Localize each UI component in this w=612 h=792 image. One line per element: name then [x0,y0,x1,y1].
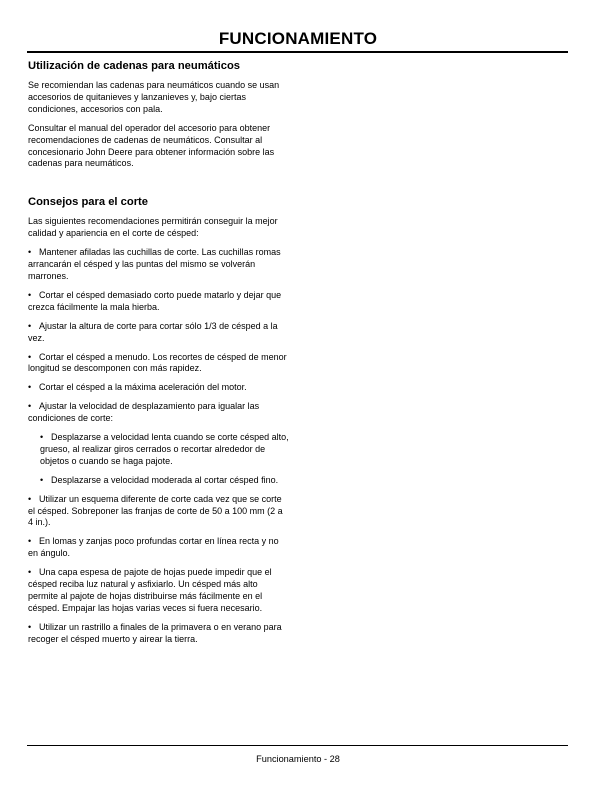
list-item [40,475,290,487]
tips-list [28,247,290,425]
paragraph: Se recomiendan las cadenas para neumáticos cuando se usan accesorios de quitanieves y lanzanieves y, bajo ciertas condiciones, accesorios con pala. [28,80,280,114]
content-column [28,60,290,653]
section-mowing-tips [28,196,290,645]
list-item-text: Desplazarse a velocidad moderada al cortar césped fino. [51,474,279,485]
list-item [28,567,290,615]
section-title: Consejos para el corte [28,196,148,209]
bullet-icon: • [40,432,44,443]
list-item [28,536,290,560]
bullet-icon: • [28,351,32,362]
bullet-icon: • [28,536,32,547]
list-item-text: Una capa espesa de pajote de hojas puede impedir que el césped reciba luz natural y asfixiarlo. Un césped más alto permite al pajote de hojas distribuirse más fácilmente en el césped. Empajar las hojas varias veces si fuera necesario. [28,567,272,613]
list-item-text: En lomas y zanjas poco profundas cortar en línea recta y no en ángulo. [28,536,279,559]
bullet-icon: • [28,289,32,300]
header-rule [27,51,568,53]
section-title: Utilización de cadenas para neumáticos [28,60,241,72]
list-item [28,352,290,376]
list-item-text: Utilizar un esquema diferente de corte cada vez que se corte el césped. Sobreponer las franjas de corte de 50 a 100 mm (2 a 4 in.). [28,493,283,528]
intro-paragraph: Las siguientes recomendaciones permitirán conseguir la mejor calidad y apariencia en el corte de césped: [28,216,278,239]
page-footer: Funcionamiento - 28 [256,754,340,764]
bullet-icon: • [28,247,32,258]
bullet-icon: • [28,382,32,393]
bullet-icon: • [28,493,32,504]
list-item-text: Utilizar un rastrillo a finales de la primavera o en verano para recoger el césped muerto y airear la tierra. [28,621,282,644]
list-item [28,401,290,425]
list-item-text: Cortar el césped a la máxima aceleración del motor. [39,382,247,393]
list-item [40,432,290,468]
bullet-icon: • [28,621,32,632]
list-item-text: Ajustar la altura de corte para cortar sólo 1/3 de césped a la vez. [28,320,278,343]
footer-rule [27,745,568,746]
bullet-icon: • [28,401,32,412]
list-item-text: Cortar el césped demasiado corto puede matarlo y dejar que crezca fácilmente la mala hierba. [28,289,282,312]
paragraph: Consultar el manual del operador del accesorio para obtener recomendaciones de cadenas de neumáticos. Consultar al concesionario John Deere para obtener información sobre las cadenas para neumáticos. [28,122,275,169]
list-item [28,622,290,646]
bullet-icon: • [40,474,44,485]
list-item-text: Cortar el césped a menudo. Los recortes de césped de menor longitud se descomponen con más rapidez. [28,351,287,374]
list-item [28,494,290,530]
tips-list-continued [28,494,290,646]
list-item-text: Ajustar la velocidad de desplazamiento para igualar las condiciones de corte: [28,401,260,424]
list-item [28,321,290,345]
list-item [28,247,290,283]
bullet-icon: • [28,320,32,331]
list-item [28,290,290,314]
speed-sub-list [28,432,290,487]
list-item-text: Desplazarse a velocidad lenta cuando se corte césped alto, grueso, al realizar giros cerrados o recortar alrededor de objetos o cuando se haga pajote. [40,432,289,466]
section-tire-chains [28,60,290,170]
list-item [28,382,290,394]
page-title: FUNCIONAMIENTO [218,29,378,48]
list-item-text: Mantener afiladas las cuchillas de corte. Las cuchillas romas arrancarán el césped y las puntas del mismo se volverán marrones. [28,247,281,281]
bullet-icon: • [28,567,32,578]
